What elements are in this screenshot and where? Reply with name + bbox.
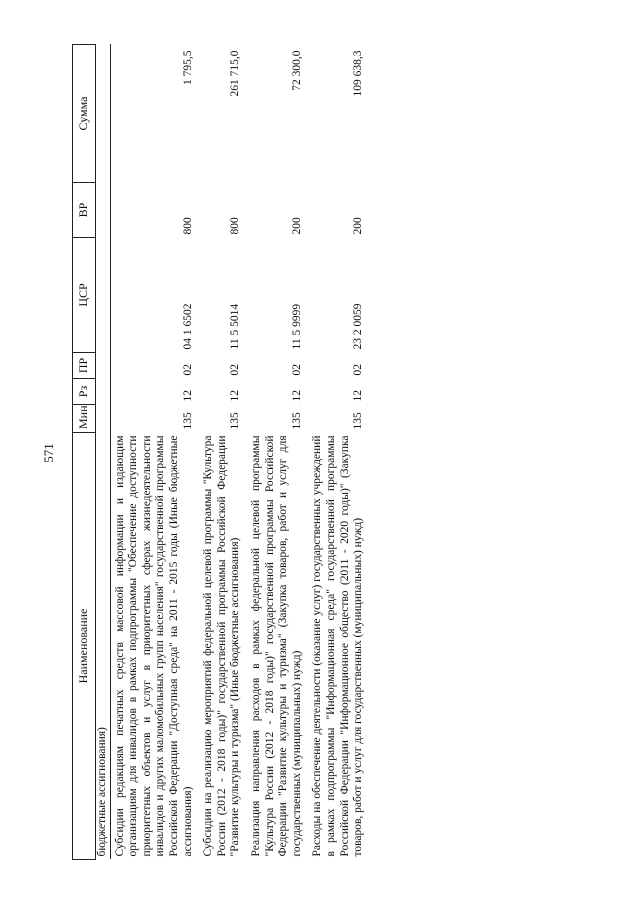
row-vr: 800 xyxy=(181,217,194,235)
row-csr: 04 1 6502 xyxy=(181,303,194,350)
row-sum: 261 715,0 xyxy=(229,50,242,97)
row-pr: 02 xyxy=(229,364,242,376)
row-pr: 02 xyxy=(290,364,303,376)
page-number: 571 xyxy=(41,443,56,463)
continued-row-text: бюджетные ассигнования) xyxy=(96,433,111,860)
header-csr: ЦСР xyxy=(73,238,96,353)
row-min: 135 xyxy=(290,412,303,430)
row-min: 135 xyxy=(352,412,365,430)
row-min: 135 xyxy=(181,412,194,430)
row-rz: 12 xyxy=(181,390,194,402)
row-sum: 109 638,3 xyxy=(352,50,365,97)
row-rz: 12 xyxy=(352,390,365,402)
row-csr: 11 5 9999 xyxy=(290,303,303,350)
header-vr: ВР xyxy=(73,183,96,238)
row-min: 135 xyxy=(229,412,242,430)
table-header-row xyxy=(73,45,96,860)
header-pr: ПР xyxy=(73,353,96,379)
table-row xyxy=(308,45,369,860)
row-name: Субсидии на реализацию мероприятий федеральной целевой программы "Культура России (2012 - 2018 годы)" государственной программы Российской Федерации "Развитие культуры и туризма" (Иные бюджетные ассигнования) xyxy=(202,435,242,857)
row-sum: 72 300,0 xyxy=(290,50,303,91)
row-sum: 1 795,5 xyxy=(181,50,194,85)
header-sum: Сумма xyxy=(73,45,96,183)
row-vr: 200 xyxy=(290,217,303,235)
budget-table xyxy=(72,44,370,860)
row-vr: 800 xyxy=(229,217,242,235)
table-row xyxy=(199,45,247,860)
row-pr: 02 xyxy=(181,364,194,376)
row-name: Реализация направления расходов в рамках федеральной целевой программы "Культура России (2012 - 2018 годы)" государственной программы Российской Федерации "Развитие культуры и туризма" (Закупка товаров, работ и услуг для государственных (муниципальных) нужд) xyxy=(249,435,303,857)
row-rz: 12 xyxy=(290,390,303,402)
header-min: Мин xyxy=(73,405,96,433)
table-row xyxy=(247,45,308,860)
row-vr: 200 xyxy=(352,217,365,235)
header-name: Наименование xyxy=(73,433,96,860)
continued-row xyxy=(96,45,111,860)
table-row xyxy=(110,45,199,860)
row-csr: 11 5 5014 xyxy=(229,303,242,350)
row-csr: 23 2 0059 xyxy=(352,303,365,350)
row-rz: 12 xyxy=(229,390,242,402)
row-name: Субсидии редакциям печатных средств массовой информации и издающим организациям для инвалидов в рамках подпрограммы "Обеспечение доступности приоритетных объектов и услуг в приоритетных сферах жизнедеятельности инвалидов и других маломобильных групп населения" государственной программы Российской Федерации "Доступная среда" на 2011 - 2015 годы (Иные бюджетные ассигнования) xyxy=(113,435,194,857)
rotated-page-content xyxy=(72,45,614,860)
row-pr: 02 xyxy=(352,364,365,376)
header-rz: Рз xyxy=(73,379,96,405)
row-name: Расходы на обеспечение деятельности (оказание услуг) государственных учреждений в рамках подпрограммы "Информационная среда" государственной программы Российской Федерации "Информационное общество (2011 - 2020 годы)" (Закупка товаров, работ и услуг для государственных (муниципальных) нужд) xyxy=(311,435,365,857)
